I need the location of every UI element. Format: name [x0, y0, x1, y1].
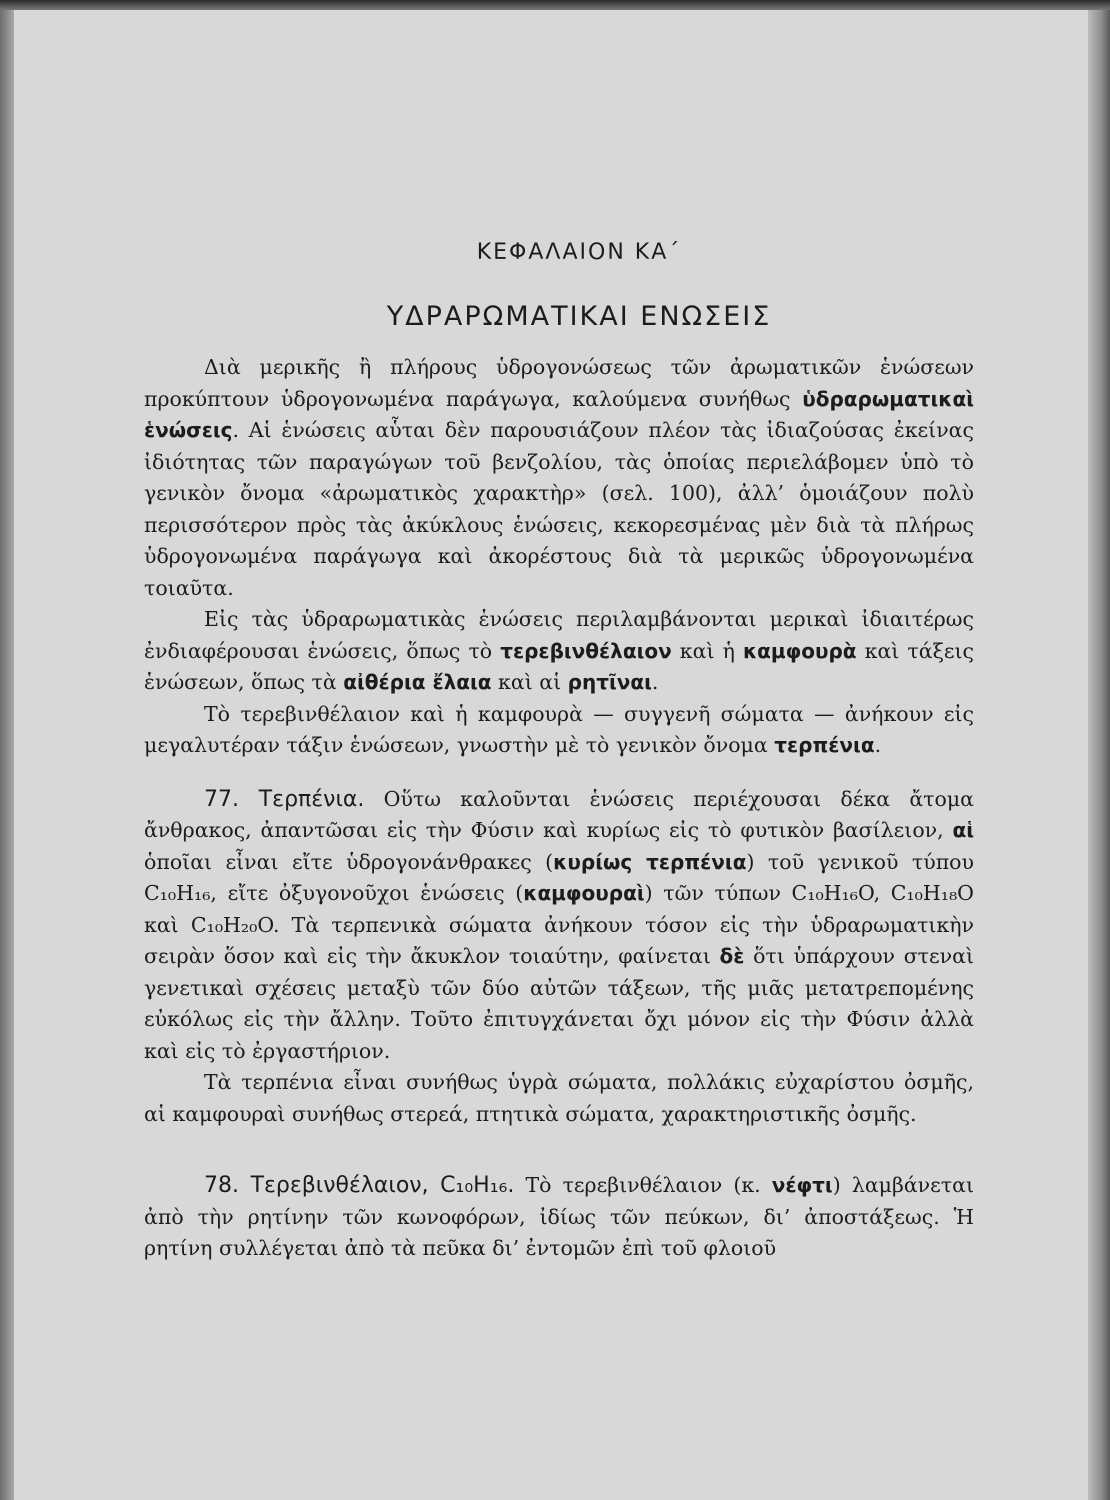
paragraph-classes: Εἰς τὰς ὑδραρωματικὰς ἑνώσεις περιλαμβάνονται μερικαὶ ἰδιαιτέρως ἐνδιαφέρουσαι ἑνώσεις, ὅπως τὸ τερεβινθέλαιον καὶ ἡ καμφουρὰ καὶ τάξεις ἑνώσεων, ὅπως τὰ αἰθέρια ἔλαια καὶ αἱ ρητῖναι. [144, 607, 975, 694]
paragraph-intro: Διὰ μερικῆς ἢ πλήρους ὑδρογονώσεως τῶν ἀρωματικῶν ἑνώσεων προκύπτουν ὑδρογονωμένα παράγωγα, καλούμενα συνήθως ὑδραρωματικαὶ ἑνώσεις. Αἱ ἑνώσεις αὗται δὲν παρουσιάζουν πλέον τὰς ἰδιαζούσας ἐκείνας ἰδιότητας τῶν παραγώγων τοῦ βενζολίου, τὰς ὁποίας περιελάβομεν ὑπὸ τὸ γενικὸν ὄνομα «ἀρωματικὸς χαρακτὴρ» (σελ. 100), ἀλλ’ ὁμοιάζουν πολὺ περισσότερον πρὸς τὰς ἀκύκλους ἑνώσεις, κεκορεσμένας μὲν διὰ τὰ πλήρως ὑδρογονωμένα παράγωγα καὶ ἀκορέστους διὰ τὰ μερικῶς ὑδρογονωμένα τοιαῦτα. [144, 355, 974, 600]
section-77-heading: 77. Τερπένια. [204, 786, 365, 812]
book-page [14, 10, 1088, 1500]
section-77: 77. Τερπένια. Οὕτω καλοῦνται ἑνώσεις περιέχουσαι δέκα ἄτομα ἄνθρακος, ἀπαντῶσαι εἰς τὴν Φύσιν καὶ κυρίως εἰς τὸ φυτικὸν βασίλειον, αἱ ὁποῖαι εἶναι εἴτε ὑδρογονάνθρακες (κυρίως τερπένια) τοῦ γενικοῦ τύπου C₁₀H₁₆, εἴτε ὀξυγονοῦχοι ἑνώσεις (καμφουραὶ) τῶν τύπων C₁₀H₁₆O, C₁₀H₁₈O καὶ C₁₀H₂₀O. Τὰ τερπενικὰ σώματα ἀνήκουν τόσον εἰς τὴν ὑδραρωματικὴν σειρὰν ὅσον καὶ εἰς τὴν ἄκυκλον τοιαύτην, φαίνεται δὲ ὅτι ὑπάρχουν στεναὶ γενετικαὶ σχέσεις μεταξὺ τῶν δύο αὐτῶν τάξεων, τῆς μιᾶς μετατρεπομένης εὐκόλως εἰς τὴν ἄλλην. Τοῦτο ἐπιτυγχάνεται ὄχι μόνον εἰς τὴν Φύσιν ἀλλὰ καὶ εἰς τὸ ἐργαστήριον. [144, 786, 975, 1063]
scan-left-edge [0, 10, 14, 1500]
section-78: 78. Τερεβινθέλαιον, C₁₀H₁₆. Τὸ τερεβινθέλαιον (κ. νέφτι) λαμβάνεται ἀπὸ τὴν ρητίνην τῶν κωνοφόρων, ἰδίως τῶν πεύκων, δι’ ἀποστάξεως. Ἡ ρητίνη συλλέγεται ἀπὸ τὰ πεῦκα δι’ ἐντομῶν ἐπὶ τοῦ φλοιοῦ [144, 1173, 974, 1260]
page-content [144, 240, 974, 1265]
scan-top-edge [0, 0, 1110, 10]
chapter-label: ΚΕΦΑΛΑΙΟΝ ΚΑ΄ [476, 240, 682, 265]
chapter-title: ΥΔΡΑΡΩΜΑΤΙΚΑΙ ΕΝΩΣΕΙΣ [386, 301, 772, 332]
paragraph-terpenes-intro: Τὸ τερεβινθέλαιον καὶ ἡ καμφουρὰ — συγγενῆ σώματα — ἀνήκουν εἰς μεγαλυτέραν τάξιν ἑνώσεων, γνωστὴν μὲ τὸ γενικὸν ὄνομα τερπένια. [144, 701, 974, 757]
section-78-heading: 78. Τερεβινθέλαιον, C₁₀H₁₆. [204, 1173, 515, 1198]
scan-right-edge [1088, 10, 1110, 1500]
paragraph-properties: Τὰ τερπένια εἶναι συνήθως ὑγρὰ σώματα, πολλάκις εὐχαρίστου ὀσμῆς, αἱ καμφουραὶ συνήθως στερεά, πτητικὰ σώματα, χαρακτηριστικῆς ὀσμῆς. [144, 1070, 974, 1126]
